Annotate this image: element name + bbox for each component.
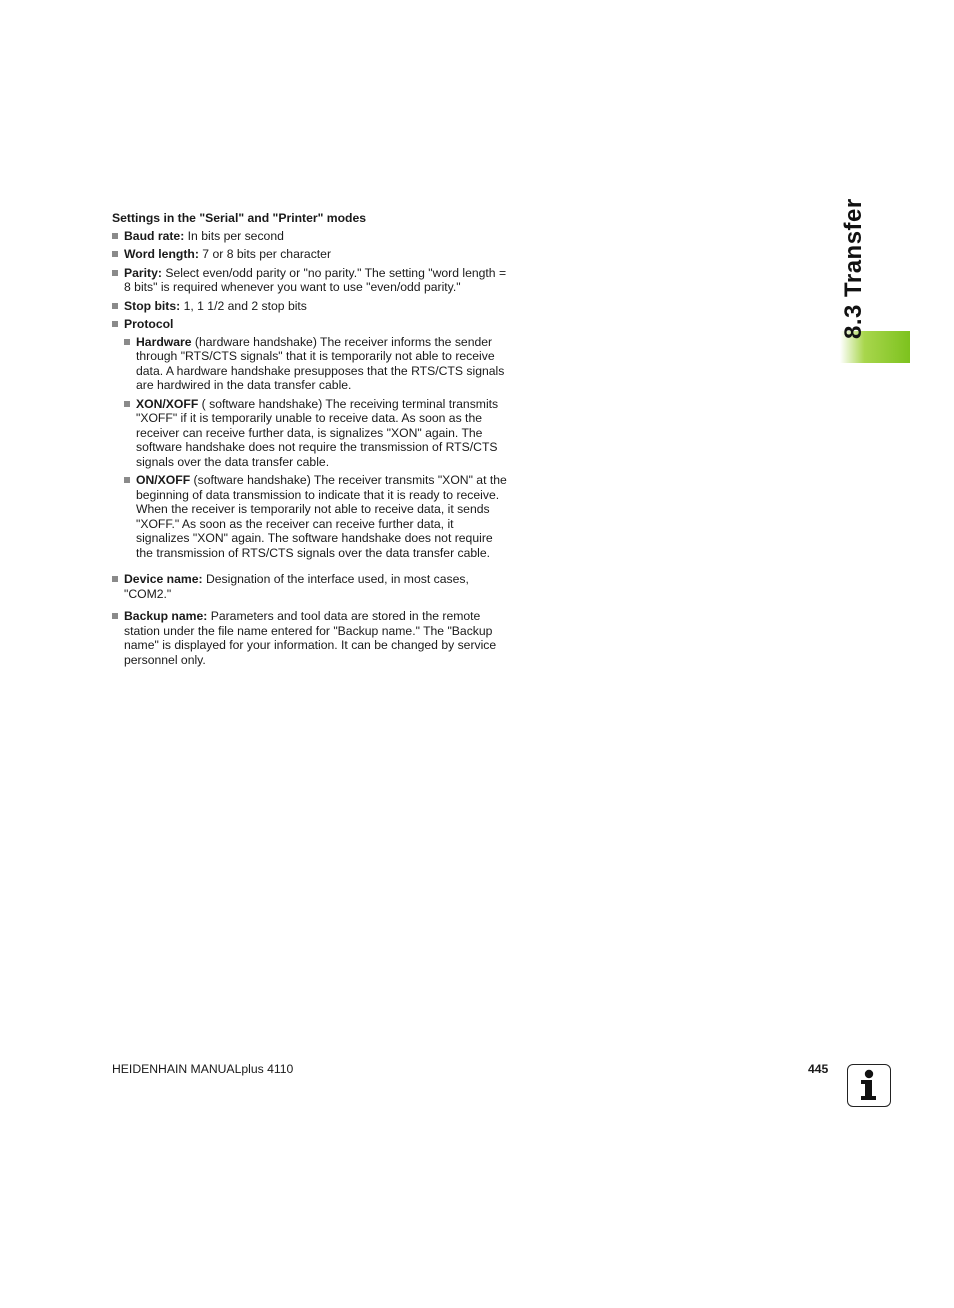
bullet-marker xyxy=(124,477,130,483)
list-item-baud-rate xyxy=(112,229,508,244)
list-item-stop-bits xyxy=(112,299,508,314)
item-text: (software handshake) The receiver transmits "XON" at the beginning of data transmission to indicate that it is ready to receive. When the receiver is temporarily not able to receive data, it sends "XOFF." As soon as the receiver can receive further data, it signalizes "XON" again. The software handshake does not require the transmission of RTS/CTS signals over the data transfer cable. xyxy=(136,473,507,560)
main-content xyxy=(112,211,508,671)
sublist-item-hardware xyxy=(124,335,508,393)
item-text: Parameters and tool data are stored in the remote station under the file name entered for "Backup name." The "Backup name" is displayed for your information. It can be changed by service personnel only. xyxy=(124,609,497,667)
bullet-marker xyxy=(112,251,118,257)
item-text: ( software handshake) The receiving terminal transmits "XOFF" if it is temporarily unable to receive data. As soon as the receiver can receive further data, is signalizes "XON" again. The software handshake does not require the transmission of RTS/CTS signals over the data transfer cable. xyxy=(136,396,499,469)
side-title-text: 8.3 Transfer xyxy=(840,198,867,339)
list-item-backup-name xyxy=(112,609,508,667)
item-text: Designation of the interface used, in most cases, "COM2." xyxy=(124,572,469,601)
bullet-marker xyxy=(112,303,118,309)
section-side-title xyxy=(822,198,902,342)
protocol-sublist xyxy=(124,335,508,561)
bullet-marker xyxy=(112,233,118,239)
footer-manual-name: HEIDENHAIN MANUALplus 4110 xyxy=(112,1062,294,1076)
list-item-parity xyxy=(112,266,508,295)
list-item-word-length xyxy=(112,247,508,262)
item-term: Hardware xyxy=(136,334,192,349)
item-text: In bits per second xyxy=(184,228,284,243)
page-number: 445 xyxy=(808,1062,829,1076)
bullet-marker xyxy=(124,339,130,345)
bullet-marker xyxy=(112,576,118,582)
info-icon-glyph xyxy=(848,1065,889,1105)
list-item-protocol xyxy=(112,317,508,560)
info-icon xyxy=(847,1064,891,1107)
item-term: Protocol xyxy=(124,317,174,331)
item-term: XON/XOFF xyxy=(136,396,199,411)
list-item-device-name xyxy=(112,572,508,601)
item-term: Baud rate: xyxy=(124,228,185,243)
item-term: Word length: xyxy=(124,247,199,261)
item-text: 7 or 8 bits per character xyxy=(198,247,332,261)
item-text: 1, 1 1/2 and 2 stop bits xyxy=(180,298,307,313)
item-text: (hardware handshake) The receiver informs the sender through "RTS/CTS signals" that it is temporarily not able to receive data. A hardware handshake presupposes that the RTS/CTS signals are hardwired in the data transfer cable. xyxy=(136,334,505,392)
section-heading: Settings in the "Serial" and "Printer" modes xyxy=(112,211,367,225)
item-term: Stop bits: xyxy=(124,298,181,313)
item-term: ON/XOFF xyxy=(136,473,191,487)
bullet-marker xyxy=(124,401,130,407)
sublist-item-on-xoff xyxy=(124,473,508,560)
item-term: Device name: xyxy=(124,572,203,586)
item-text: Select even/odd parity or "no parity." The setting "word length = 8 bits" is required whenever you want to use "even/odd parity." xyxy=(124,265,507,294)
item-term: Backup name: xyxy=(124,609,208,623)
bullet-marker xyxy=(112,270,118,276)
bullet-marker xyxy=(112,613,118,619)
sublist-item-xon-xoff xyxy=(124,397,508,470)
bullet-marker xyxy=(112,321,118,327)
item-term: Parity: xyxy=(124,265,162,280)
